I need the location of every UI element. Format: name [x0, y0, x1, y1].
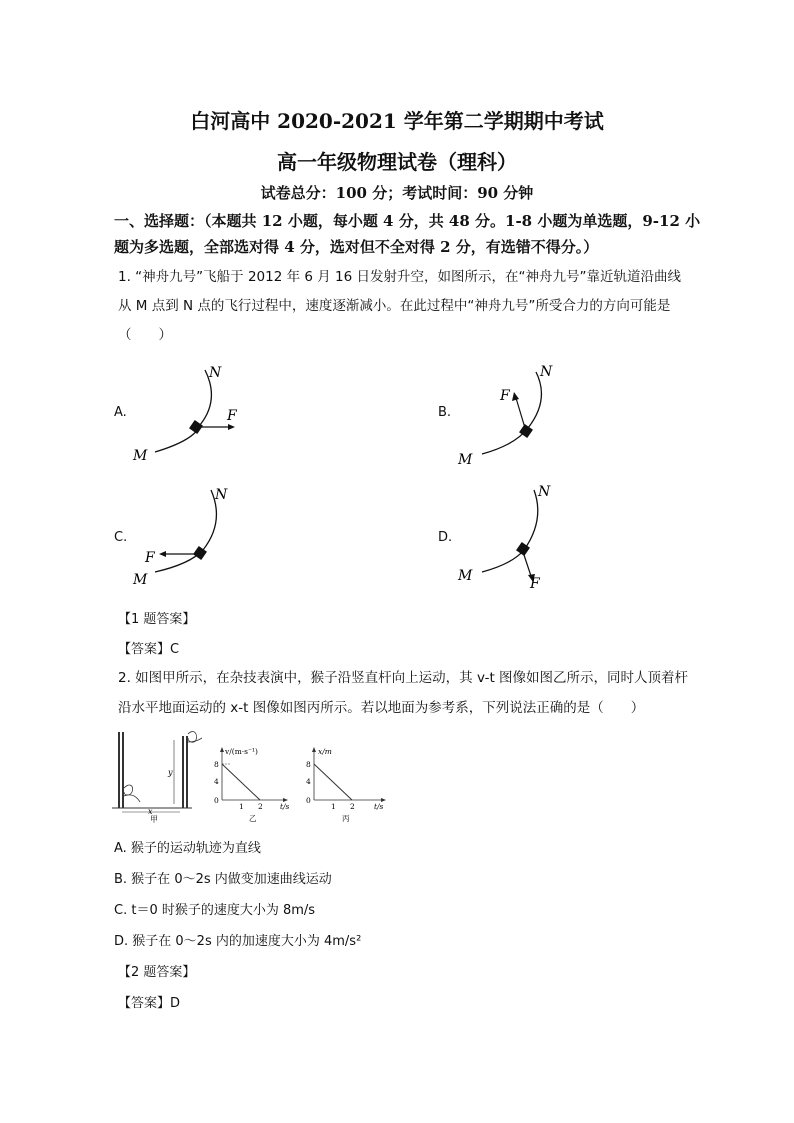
svg-text:甲: 甲: [150, 815, 158, 824]
svg-text:2: 2: [258, 802, 263, 811]
svg-text:M: M: [133, 572, 148, 588]
q1-option-a-label[interactable]: A.: [114, 405, 127, 420]
q2-option-d[interactable]: D. 猴子在 0～2s 内的加速度大小为 4m/s²: [114, 934, 362, 949]
figure-jia: [112, 732, 202, 824]
q2-option-c[interactable]: C. t＝0 时猴子的速度大小为 8m/s: [114, 903, 316, 918]
q1-option-b-figure: [450, 360, 590, 470]
q2-line1: 2. 如图甲所示，在杂技表演中，猴子沿竖直杆向上运动，其 v-t 图像如图乙所示，同时人顶着杆: [118, 670, 689, 686]
svg-text:N: N: [540, 364, 553, 380]
q2-line2: 沿水平地面运动的 x-t 图像如图丙所示。若以地面为参考系，下列说法正确的是（ ）: [118, 700, 645, 716]
svg-text:0: 0: [306, 796, 311, 805]
spacecraft-block: [189, 420, 203, 434]
svg-text:N: N: [538, 484, 551, 500]
q1-option-d-figure: [450, 480, 590, 595]
exam-meta: 试卷总分：100 分；考试时间：90 分钟: [260, 184, 534, 202]
q1-option-c-label[interactable]: C.: [114, 530, 128, 545]
svg-text:v/(m·s⁻¹): v/(m·s⁻¹): [225, 747, 258, 756]
q1-line1: 1. “神舟九号”飞船于 2012 年 6 月 16 日发射升空，如图所示，在“神舟九号”靠近轨道沿曲线: [118, 269, 682, 285]
figure-yi-vt-graph: [214, 747, 290, 823]
q1-option-b-label[interactable]: B.: [438, 405, 452, 420]
svg-text:t/s: t/s: [280, 802, 290, 811]
svg-text:乙: 乙: [249, 814, 257, 823]
svg-text:8: 8: [214, 760, 219, 769]
q1-answer: 【答案】C: [118, 642, 180, 657]
svg-text:F: F: [145, 550, 155, 566]
q2-figure: [112, 728, 402, 824]
svg-text:M: M: [458, 452, 473, 468]
svg-text:t/s: t/s: [374, 802, 384, 811]
section-heading: 一、选择题：（本题共 12 小题，每小题 4 分，共 48 分。1-8 小题为单选题，9-12 小题为多选题，全部选对得 4 分，选对但不全对得 2 分，有选错不得分。）: [114, 212, 701, 256]
q1-option-c-figure: [125, 482, 265, 592]
exam-title: 白河高中 2020-2021 学年第二学期期中考试: [190, 109, 604, 133]
svg-text:F: F: [530, 576, 540, 592]
q2-answer: 【答案】D: [118, 996, 181, 1011]
figure-bing-xt-graph: [306, 747, 386, 823]
svg-text:N: N: [215, 487, 228, 503]
svg-text:2: 2: [350, 802, 355, 811]
svg-text:M: M: [458, 568, 473, 584]
svg-text:8: 8: [306, 760, 311, 769]
q2-answer-tag: 【2 题答案】: [118, 965, 196, 980]
svg-text:F: F: [500, 388, 510, 404]
q1-option-a-figure: [125, 360, 265, 470]
q2-option-b[interactable]: B. 猴子在 0～2s 内做变加速曲线运动: [114, 872, 332, 887]
svg-text:y: y: [168, 768, 173, 777]
svg-text:1: 1: [239, 802, 244, 811]
q1-answer-tag: 【1 题答案】: [118, 612, 196, 627]
svg-text:4: 4: [214, 777, 219, 786]
trajectory-curve: [155, 370, 211, 452]
svg-text:1: 1: [331, 802, 336, 811]
q1-line2: 从 M 点到 N 点的飞行过程中，速度逐渐减小。在此过程中“神舟九号”所受合力的方向可能是: [118, 298, 671, 314]
svg-text:0: 0: [214, 796, 219, 805]
svg-text:丙: 丙: [342, 814, 350, 823]
svg-text:4: 4: [306, 777, 311, 786]
exam-subtitle: 高一年级物理试卷（理科）: [277, 150, 517, 174]
label-f: F: [227, 408, 237, 424]
q1-option-d-label[interactable]: D.: [438, 530, 453, 545]
svg-text:x/m: x/m: [318, 747, 332, 756]
q1-line3: （ ）: [118, 327, 172, 343]
svg-text:x: x: [148, 807, 153, 816]
label-n: N: [209, 365, 222, 381]
label-m: M: [133, 448, 148, 464]
q2-option-a[interactable]: A. 猴子的运动轨迹为直线: [114, 841, 261, 856]
